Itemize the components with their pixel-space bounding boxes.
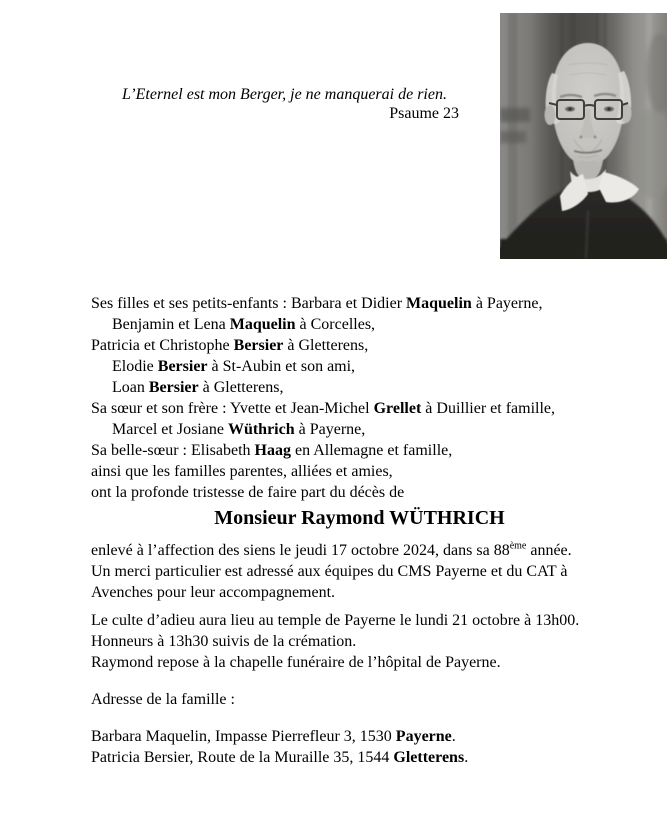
- text-segment: à Gletterens,: [283, 337, 369, 354]
- text-line: [91, 561, 628, 582]
- text-line: [91, 335, 628, 356]
- text-segment: Maquelin: [406, 295, 472, 312]
- text-segment: Bersier: [148, 379, 199, 396]
- text-line: [91, 652, 628, 673]
- deceased-name: Monsieur Raymond WÜTHRICH: [214, 507, 505, 529]
- family-address-heading: Adresse de la famille :: [91, 691, 235, 708]
- text-line: [91, 293, 628, 314]
- text-segment: à Duillier et famille,: [421, 400, 556, 417]
- epigraph-attribution: Psaume 23: [389, 105, 459, 122]
- text-line: [91, 631, 628, 652]
- text-line: [91, 377, 628, 398]
- epigraph: [122, 85, 459, 123]
- text-segment: Sa sœur et son frère : Yvette et Jean-Michel: [91, 400, 374, 417]
- text-segment: enlevé à l’affection des siens le jeudi 17 octobre 2024, dans sa 88: [91, 542, 510, 559]
- text-segment: Haag: [254, 442, 291, 459]
- text-line: [91, 419, 628, 440]
- text-line: [91, 440, 628, 461]
- funeral-details: [91, 610, 628, 673]
- text-segment: Un merci particulier est adressé aux équipes du CMS Payerne et du CAT à: [91, 563, 568, 580]
- text-segment: Marcel et Josiane: [112, 421, 228, 438]
- text-segment: à Payerne,: [471, 295, 543, 312]
- text-segment: à Corcelles,: [295, 316, 376, 333]
- text-segment: Loan: [112, 379, 149, 396]
- text-line: [91, 461, 628, 482]
- text-segment: Payerne: [395, 728, 452, 745]
- text-segment: Wüthrich: [227, 421, 295, 438]
- family-addresses: [91, 726, 628, 768]
- text-line: [91, 540, 628, 561]
- text-segment: Barbara Maquelin, Impasse Pierrefleur 3, 1530: [91, 728, 396, 745]
- text-segment: année.: [526, 542, 572, 559]
- text-segment: Gletterens: [393, 749, 465, 766]
- family-announcement: [91, 293, 628, 503]
- text-segment: ainsi que les familles parentes, alliées et amies,: [91, 463, 393, 480]
- text-segment: Benjamin et Lena: [112, 316, 230, 333]
- text-segment: ème: [509, 540, 527, 552]
- text-segment: Honneurs à 13h30 suivis de la crémation.: [91, 633, 357, 650]
- text-segment: .: [464, 749, 469, 766]
- text-segment: .: [451, 728, 456, 745]
- text-segment: Patricia et Christophe: [91, 337, 234, 354]
- text-segment: Maquelin: [229, 316, 296, 333]
- text-segment: Bersier: [233, 337, 284, 354]
- text-segment: Sa belle-sœur : Elisabeth: [91, 442, 255, 459]
- text-segment: à St-Aubin et son ami,: [207, 358, 356, 375]
- text-line: [91, 610, 628, 631]
- text-segment: Patricia Bersier, Route de la Muraille 35, 1544: [91, 749, 394, 766]
- text-line: [91, 314, 628, 335]
- death-details: [91, 540, 628, 603]
- text-line: [91, 582, 628, 603]
- epigraph-quote: L’Eternel est mon Berger, je ne manquerai de rien.: [122, 86, 447, 103]
- text-line: [91, 356, 628, 377]
- portrait-photo: [500, 13, 667, 259]
- text-segment: Ses filles et ses petits-enfants : Barbara et Didier: [91, 295, 407, 312]
- text-segment: à Gletterens,: [198, 379, 284, 396]
- text-line: [91, 726, 628, 747]
- text-segment: Grellet: [373, 400, 422, 417]
- ear-left: [545, 105, 556, 125]
- text-segment: à Payerne,: [294, 421, 366, 438]
- text-segment: en Allemagne et famille,: [290, 442, 453, 459]
- text-line: [91, 482, 628, 503]
- text-segment: Raymond repose à la chapelle funéraire de l’hôpital de Payerne.: [91, 654, 501, 671]
- text-segment: ont la profonde tristesse de faire part du décès de: [91, 484, 405, 501]
- text-segment: Le culte d’adieu aura lieu au temple de Payerne le lundi 21 octobre à 13h00.: [91, 612, 580, 629]
- portrait-photo-illustration: [500, 13, 667, 259]
- text-line: [91, 398, 628, 419]
- text-line: [91, 747, 628, 768]
- text-segment: Elodie: [112, 358, 158, 375]
- text-segment: Bersier: [157, 358, 208, 375]
- text-segment: Avenches pour leur accompagnement.: [91, 584, 336, 601]
